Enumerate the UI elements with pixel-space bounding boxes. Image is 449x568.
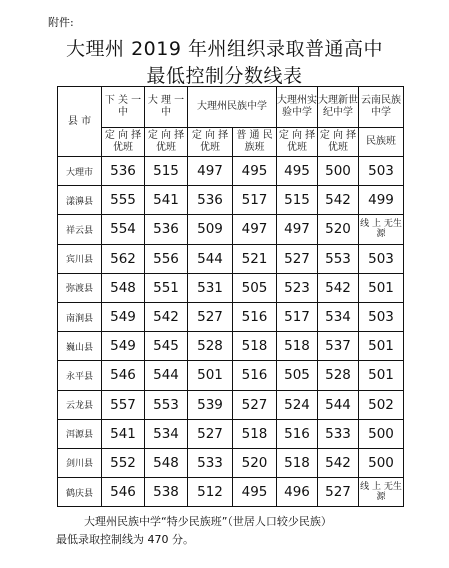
score-cell: 516 (277, 419, 318, 448)
score-cell: 518 (277, 448, 318, 477)
score-cell: 517 (277, 302, 318, 331)
score-cell: 515 (145, 157, 188, 186)
score-cell: 521 (233, 244, 277, 273)
table-body (58, 157, 404, 507)
table-row (58, 302, 404, 331)
page-subtitle: 最低控制分数线表 (146, 65, 303, 87)
score-cell: 542 (318, 448, 359, 477)
score-cell: 520 (318, 215, 359, 244)
table-row (58, 390, 404, 419)
no-applicant-note: 线 上 无生源 (359, 478, 404, 507)
school-header-shiyan: 大理州实验中学 (277, 87, 318, 128)
class-header: 定 向 择优班 (277, 128, 318, 157)
score-cell: 544 (188, 244, 233, 273)
score-cell: 542 (318, 273, 359, 302)
county-cell: 宾川县 (58, 244, 102, 273)
table-row (58, 157, 404, 186)
score-cell: 527 (233, 390, 277, 419)
score-cell: 546 (102, 361, 145, 390)
footnote-line-2: 最低录取控制线为 470 分。 (56, 533, 194, 546)
table-row (58, 273, 404, 302)
table-row (58, 478, 404, 507)
table-row (58, 186, 404, 215)
score-cell: 549 (102, 302, 145, 331)
class-header: 普 通 民族班 (233, 128, 277, 157)
score-cell: 544 (145, 361, 188, 390)
score-cell: 505 (233, 273, 277, 302)
score-cell: 539 (188, 390, 233, 419)
score-cell: 531 (188, 273, 233, 302)
score-cell: 500 (359, 419, 404, 448)
table-row (58, 361, 404, 390)
score-cell: 549 (102, 332, 145, 361)
score-cell: 533 (318, 419, 359, 448)
score-cell: 501 (359, 273, 404, 302)
table-row (58, 215, 404, 244)
score-cell: 537 (318, 332, 359, 361)
score-cell: 499 (359, 186, 404, 215)
school-header-minzu: 大理州民族中学 (188, 87, 277, 128)
county-cell: 云龙县 (58, 390, 102, 419)
score-cell: 555 (102, 186, 145, 215)
score-cell: 503 (359, 302, 404, 331)
score-cell: 541 (145, 186, 188, 215)
score-cell: 503 (359, 157, 404, 186)
score-cell: 505 (277, 361, 318, 390)
county-cell: 大理市 (58, 157, 102, 186)
county-cell: 永平县 (58, 361, 102, 390)
class-header: 定 向 择优班 (318, 128, 359, 157)
class-header: 定 向 择优班 (188, 128, 233, 157)
score-cell: 509 (188, 215, 233, 244)
score-cell: 500 (318, 157, 359, 186)
score-cell: 527 (318, 478, 359, 507)
county-cell: 鹤庆县 (58, 478, 102, 507)
score-cell: 557 (102, 390, 145, 419)
score-cell: 542 (318, 186, 359, 215)
score-cell: 497 (277, 215, 318, 244)
score-cell: 553 (145, 390, 188, 419)
score-cell: 556 (145, 244, 188, 273)
score-cell: 554 (102, 215, 145, 244)
score-cell: 495 (277, 157, 318, 186)
score-cell: 502 (359, 390, 404, 419)
score-cell: 501 (359, 361, 404, 390)
score-cell: 546 (102, 478, 145, 507)
score-cell: 523 (277, 273, 318, 302)
score-cell: 534 (145, 419, 188, 448)
county-cell: 巍山县 (58, 332, 102, 361)
score-cell: 496 (277, 478, 318, 507)
score-cell: 503 (359, 244, 404, 273)
score-cell: 562 (102, 244, 145, 273)
score-cell: 545 (145, 332, 188, 361)
score-cell: 518 (233, 332, 277, 361)
county-cell: 南涧县 (58, 302, 102, 331)
score-cell: 536 (145, 215, 188, 244)
score-cell: 542 (145, 302, 188, 331)
score-cell: 501 (188, 361, 233, 390)
school-header-xiaguan: 下 关 一 中 (102, 87, 145, 128)
attachment-label: 附件: (48, 16, 74, 29)
score-cell: 497 (188, 157, 233, 186)
county-column-header: 县 市 (58, 87, 102, 157)
score-cell: 533 (188, 448, 233, 477)
table-row (58, 244, 404, 273)
school-header-yunnan: 云南民族中学 (359, 87, 404, 128)
score-cell: 518 (233, 419, 277, 448)
class-header-row (58, 128, 404, 157)
class-header: 民族班 (359, 128, 404, 157)
score-cell: 536 (102, 157, 145, 186)
no-applicant-note: 线 上 无生源 (359, 215, 404, 244)
score-cell: 541 (102, 419, 145, 448)
score-cell: 527 (188, 302, 233, 331)
score-cell: 528 (188, 332, 233, 361)
score-cell: 516 (233, 302, 277, 331)
county-cell: 洱源县 (58, 419, 102, 448)
score-cell: 538 (145, 478, 188, 507)
score-cell: 548 (145, 448, 188, 477)
table-row (58, 448, 404, 477)
score-cell: 500 (359, 448, 404, 477)
score-cell: 512 (188, 478, 233, 507)
school-header-xinshiji: 大理新世纪中学 (318, 87, 359, 128)
score-cell: 515 (277, 186, 318, 215)
county-cell: 弥渡县 (58, 273, 102, 302)
score-cell: 495 (233, 478, 277, 507)
score-table (57, 86, 404, 507)
page-title: 大理州 2019 年州组织录取普通高中 (66, 38, 383, 60)
score-cell: 553 (318, 244, 359, 273)
score-cell: 520 (233, 448, 277, 477)
school-header-dali: 大 理 一 中 (145, 87, 188, 128)
score-cell: 552 (102, 448, 145, 477)
class-header: 定 向 择优班 (145, 128, 188, 157)
score-cell: 534 (318, 302, 359, 331)
score-cell: 517 (233, 186, 277, 215)
score-cell: 548 (102, 273, 145, 302)
table-row (58, 332, 404, 361)
county-cell: 祥云县 (58, 215, 102, 244)
score-cell: 544 (318, 390, 359, 419)
score-cell: 527 (188, 419, 233, 448)
score-cell: 497 (233, 215, 277, 244)
class-header: 定 向 择优班 (102, 128, 145, 157)
score-cell: 495 (233, 157, 277, 186)
score-cell: 518 (277, 332, 318, 361)
footnote-line-1: 大理州民族中学“特少民族班”（世居人口较少民族） (84, 515, 332, 528)
school-header-row (58, 87, 404, 128)
score-cell: 551 (145, 273, 188, 302)
county-cell: 漾濞县 (58, 186, 102, 215)
score-cell: 527 (277, 244, 318, 273)
score-cell: 516 (233, 361, 277, 390)
county-cell: 剑川县 (58, 448, 102, 477)
score-cell: 528 (318, 361, 359, 390)
table-row (58, 419, 404, 448)
score-cell: 501 (359, 332, 404, 361)
score-cell: 536 (188, 186, 233, 215)
score-cell: 524 (277, 390, 318, 419)
